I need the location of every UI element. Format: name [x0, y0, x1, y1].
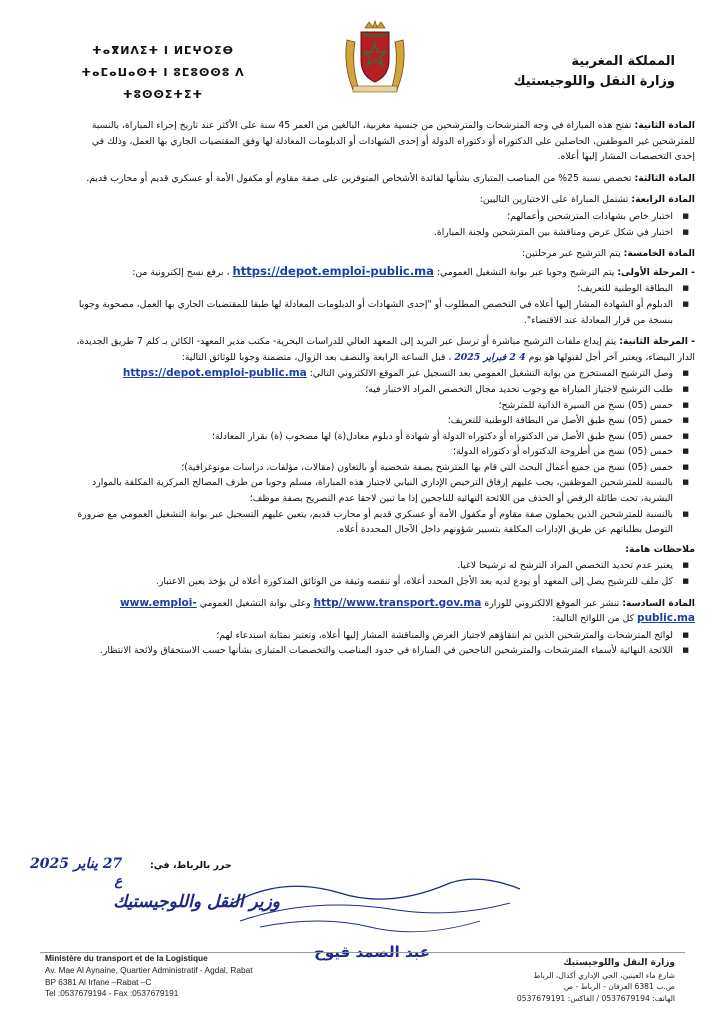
footer-ar-bp: ص.ب 6381 العرفان - الرباط - ص	[563, 982, 675, 991]
handwritten-initial: ع	[114, 874, 123, 889]
notes-list	[75, 558, 695, 589]
stage-1-text-a: يتم الترشيح وجوبا عبر بوابة التشغيل العمومي:	[436, 266, 615, 278]
stage-2-text-b: ، قبل الساعة الرابعة والنصف بعد الزوال، متضمنة وجوبا للوثائق التالية:	[181, 351, 452, 363]
signature-name: عبد الصمد قيوح	[314, 943, 430, 961]
stage-1-label: - المرحلة الأولى:	[617, 266, 695, 278]
royal-coat-of-arms-icon	[335, 20, 415, 100]
list-item: ■ اللائحة النهائية لأسماء المترشحات والمترشحين الناجحين في المباراة في حدود المناصب والتخصصات المتبارى بشأنها حسب الاستحقاق ولائحة الانتظار.	[75, 643, 673, 659]
stage-2-text-a: يتم إيداع ملفات الترشيح مباشرة أو ترسل عبر البريد إلى المعهد العالي للدراسات البحرية- مكتب مدير المعهد- الكائن بـ كلم 7 طريق الجديدة، الدار البيضاء، ويعتبر آخر أجل لقبولها هو يوم	[76, 336, 695, 363]
notes-label: ملاحظات هامة:	[625, 543, 695, 555]
stage-1	[75, 264, 695, 281]
article-5	[75, 246, 695, 262]
footer-ar-tel: الهاتف: 0537679194 / الفاكس: 0537679191	[516, 993, 675, 1003]
list-item: ■ لوائح المترشحات والمترشحين الذين تم انتقاؤهم لاجتياز العرض والمناقشة المشار إليها أعلاه، وتعتبر بمثابة استدعاء لهم؛	[75, 628, 673, 644]
article-6-label: المادة السادسة:	[622, 597, 695, 609]
decree-body	[75, 118, 695, 659]
depot-emploi-public-link-2[interactable]: https://depot.emploi-public.ma	[122, 367, 307, 380]
list-item-text: وصل الترشيح المستخرج من بوابة التشغيل العمومي بعد التسجيل عبر الموقع الالكتروني التالي:	[309, 368, 673, 380]
stage-2	[75, 334, 695, 365]
footer-fr-address: Av. Mae Al Aynaine, Quartier Administratif - Agdal, Rabat	[45, 964, 253, 975]
tifinagh-line-2: ⵜⴰⵎⴰⵡⴰⵙⵜ ⵏ ⵓⵎⵓⵙⵙⵓ ⴷ ⵜⵓⵙⵙⵉⵜⵉⵜ	[81, 66, 245, 101]
stage-2-list	[75, 366, 695, 538]
list-item: ■ خمس (05) نسخ طبق الأصل من الدكتوراه أو دكتوراه الدولة أو شهادة أو دبلوم معادل(ة) لها مصحوب (ة) بقرار المعادلة؛	[75, 429, 673, 445]
footer-fr-tel: Tel :0537679194 - Fax :0537679191	[45, 988, 179, 999]
footer-ar-address: شارع ماء العينين، الحي الإداري أكدال، الرباط	[533, 970, 675, 980]
article-6-text-c: كل من اللوائح التالية:	[552, 613, 635, 625]
kingdom-title: المملكة المغربية	[571, 54, 675, 69]
stage-2-label: - المرحلة الثانية:	[619, 336, 695, 348]
list-item: ■ بالنسبة للمترشحين الذين يحملون صفة مقاوم أو مكفول الأمة أو عسكري قديم أو محارب قديم، يتعين عليهم التسجيل عبر بوابة التشغيل العمومي مع ضرورة التوصل بطلباتهم عن طريق الإدارات المكلفة بتسيير شؤونهم داخل الآجال المحددة أعلاه.	[75, 507, 673, 538]
article-4-text: تشتمل المباراة على الاختبارين التاليين:	[479, 194, 629, 206]
important-notes-heading	[75, 542, 695, 558]
made-in-rabat: حرر بالرباط، في:	[150, 860, 232, 871]
footer-fr-bp: BP 6381 Al Irfane –Rabat –C	[45, 976, 152, 987]
article-3	[75, 171, 695, 187]
list-item: ■ اختبار خاص بشهادات المترشحين وأعمالهم؛	[75, 209, 673, 225]
depot-emploi-public-link[interactable]: https://depot.emploi-public.ma	[232, 263, 434, 278]
date-handwritten: 27 يناير 2025	[30, 856, 123, 872]
list-item: ■ خمس (05) نسخ طبق الأصل من البطاقة الوطنية للتعريف؛	[75, 413, 673, 429]
stage-1-list	[75, 281, 695, 328]
deadline-handwritten: 4 2 فبراير 2025	[454, 351, 526, 363]
emploi-public-link[interactable]: www.emploi-public.ma	[119, 596, 695, 625]
list-item: ■ يعتبر عدم تحديد التخصص المراد الترشح له ترشيحا لاغيا.	[75, 558, 673, 574]
ministry-title: وزارة النقل واللوجيستيك	[513, 74, 675, 89]
list-item: ■ خمس (05) نسخ من السيرة الذاتية للمترشح؛	[75, 398, 673, 414]
footer-fr-title: Ministère du transport et de la Logistique	[45, 953, 208, 963]
list-item: ■ كل ملف للترشيح يصل إلى المعهد أو يودع لديه بعد الأجل المحدد أعلاه، أو تنقصه وثيقة من الوثائق المذكورة أعلاه لن يؤخذ بعين الاعتبار.	[75, 574, 673, 590]
transport-gov-link[interactable]: http//www.transport.gov.ma	[313, 596, 482, 609]
ministry-header	[514, 52, 675, 92]
article-4-list	[75, 209, 695, 240]
tifinagh-header	[68, 40, 258, 106]
list-item: ■ بالنسبة للمترشحين الموظفين، يجب عليهم إرفاق الترخيص الإداري النيابي لاجتياز هذه المباراة، مسلم وجوبا من طرف المصالح المركزية المكلفة بالموارد البشرية، تحت طائلة الرفض أو الحذف من اللائحة النهائية للناجحين إذا ما تبين لاحقا عدم التصريح بصفة موظف؛	[75, 475, 673, 506]
article-2-label: المادة الثانية:	[634, 120, 695, 131]
article-6	[75, 596, 695, 627]
list-item: ■ خمس (05) نسخ من أطروحة الدكتوراه أو دكتوراه الدولة؛	[75, 444, 673, 460]
list-item: ■ الدبلوم أو الشهادة المشار إليها أعلاه في التخصص المطلوب أو "إحدى الشهادات أو الدبلومات المعادلة لها طبقا للمقتضيات الجاري بها العمل، مصحوبة وجوبا بنسخة من قرار المعادلة عند الاقتضاء".	[75, 297, 673, 328]
article-5-label: المادة الخامسة:	[623, 248, 695, 260]
list-item	[75, 366, 673, 382]
footer-arabic	[517, 958, 675, 1004]
footer-french	[45, 953, 253, 1000]
article-6-text-a: تنشر عبر الموقع الالكتروني للوزارة	[484, 597, 620, 609]
article-5-text: يتم الترشيح عبر مرحلتين:	[522, 248, 621, 260]
article-2	[75, 118, 695, 165]
article-3-label: المادة الثالثة:	[634, 172, 695, 184]
article-6-list	[75, 628, 695, 659]
article-4	[75, 192, 695, 208]
stage-1-text-b: ، برفع نسخ إلكترونية من:	[132, 266, 230, 278]
list-item: ■ خمس (05) نسخ من جميع أعمال البحث التي قام بها المترشح بصفة شخصية أو بالتعاون (مقالات، مؤلفات، دراسات مونوغرافية)؛	[75, 460, 673, 476]
tifinagh-line-1: ⵜⴰⴳⵍⴷⵉⵜ ⵏ ⵍⵎⵖⵔⵉⴱ	[91, 44, 234, 57]
handwritten-date	[30, 856, 122, 889]
list-item: ■ طلب الترشيح لاجتياز المباراة مع وجوب تحديد مجال التخصص المراد الاختبار فيه؛	[75, 382, 673, 398]
article-4-label: المادة الرابعة:	[631, 194, 695, 206]
article-2-text: تفتح هذه المباراة في وجه المترشحات والمترشحين من جنسية مغربية، البالغين من العمر 45 سنة على الأكثر عند تاريخ إجراء المباراة، بالنسبة للمترشحين غير الموظفين، الحاصلين على الدكتوراه أو دكتوراه الدولة أو إحدى الشهادات أو الدبلومات المعادلة لها وفق المقتضيات الجاري بها العمل، وذلك في إحدى التخصصات المشار إليها أعلاه.	[91, 120, 695, 163]
list-item: ■ اختبار في شكل عرض ومناقشة بين المترشحين ولجنة المباراة.	[75, 225, 673, 241]
article-3-text: تخصص نسبة 25% من المناصب المتبارى بشأنها لفائدة الأشخاص المتوفرين على صفة مقاوم أو مكفول الأمة أو عسكري قديم أو محارب قديم.	[86, 172, 632, 184]
article-6-text-b: وعلى بوابة التشغيل العمومي	[199, 597, 311, 609]
list-item: ■ البطاقة الوطنية للتعريف؛	[75, 281, 673, 297]
signature-title: وزير النقل واللوجيستيك	[113, 892, 280, 912]
footer-ar-title: وزارة النقل واللوجيستيك	[563, 958, 675, 968]
